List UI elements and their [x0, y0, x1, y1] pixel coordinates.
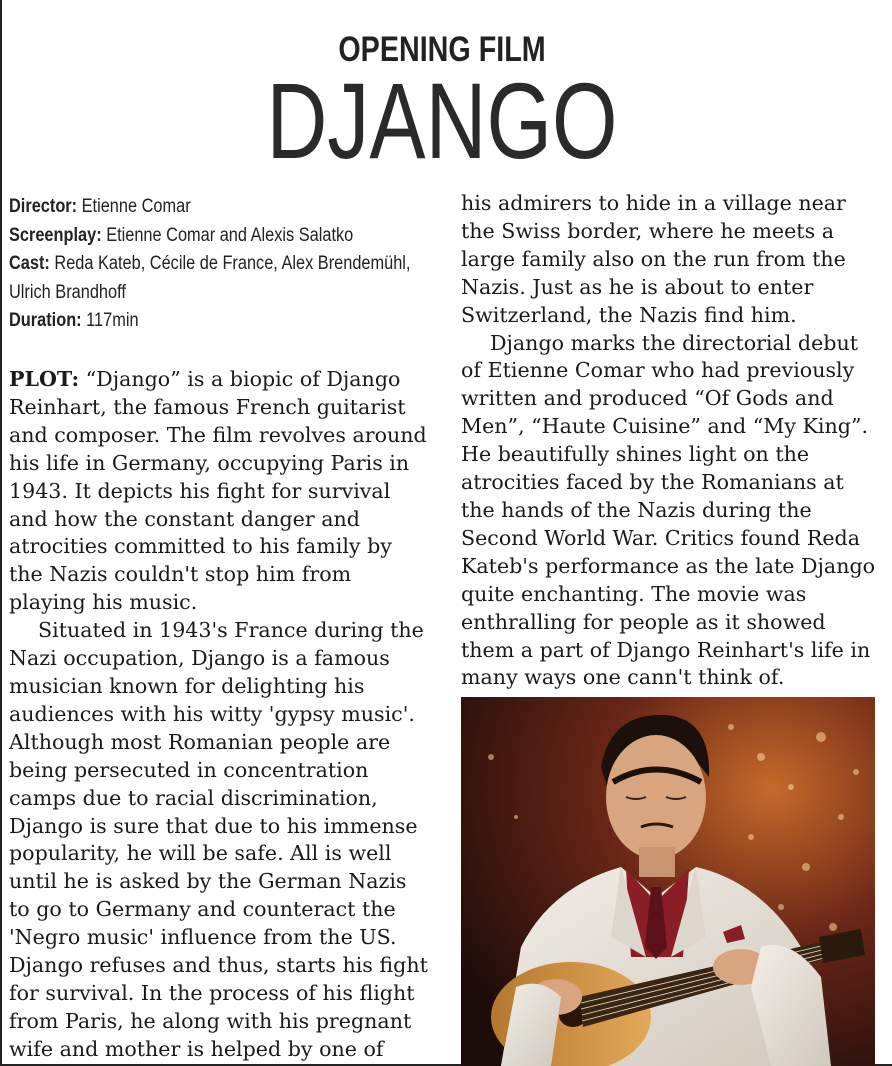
credit-director-label: Director: [9, 196, 78, 217]
credit-duration-value: 117min [86, 310, 139, 331]
guitarist-illustration [461, 697, 875, 1066]
plot-text: “Django” is a biopic of Django Reinhart, the famous French guitarist and composer. The film revolves around his life in Germany, occupying Paris in 1943. It depicts his fight for survival and how the constant danger and atrocities committed to his family by the Nazis couldn't stop him from playing his music. [9, 367, 427, 615]
plot-paragraph [9, 366, 429, 617]
credit-screenplay-label: Screenplay: [9, 224, 102, 246]
credit-screenplay [9, 222, 439, 251]
article-column-right [461, 190, 881, 692]
article-column-left [9, 366, 429, 1064]
plot-label: PLOT: [9, 367, 80, 391]
credit-director [9, 193, 439, 222]
section-kicker: OPENING FILM [338, 30, 546, 69]
credits-block [9, 193, 439, 336]
film-still-photo [461, 697, 875, 1066]
synopsis-continued: his admirers to hide in a village near the Swiss border, where he meets a large family also on the run from the Nazis. Just as he is about to enter Switzerland, the Nazis find him. [461, 191, 846, 327]
synopsis-paragraph: Situated in 1943's France during the Nazi occupation, Django is a famous musician known for delighting his audiences with his witty 'gypsy music'. Although most Romanian people are being persecuted in concentration camps due to racial discrimination, Django is sure that due to his immense popularity, he will be safe. All is well until he is asked by the German Nazis to go to Germany and counteract the 'Negro music' influence from the US. Django refuses and thus, starts his fight for survival. In the process of his flight from Paris, he along with his pregnant wife and mother is helped by one of [9, 618, 428, 1061]
review-paragraph: Django marks the directorial debut of Etienne Comar who had previously written and produced “Of Gods and Men”, “Haute Cuisine” and “My King”. He beautifully shines light on the atrocities faced by the Romanians at the hands of the Nazis during the Second World War. Critics found Reda Kateb's performance as the late Django quite enchanting. The movie was enthralling for people as it showed them a part of Django Reinhart's life in many ways one cann't think of. [461, 330, 876, 690]
credit-director-value: Etienne Comar [81, 196, 191, 217]
credit-duration-label: Duration: [9, 310, 82, 331]
film-title: DJANGO [266, 60, 618, 181]
credit-screenplay-value: Etienne Comar and Alexis Salatko [106, 224, 354, 246]
credit-duration [9, 307, 439, 336]
credit-cast-value: Reda Kateb, Cécile de France, Alex Brendemühl, Ulrich Brandhoff [9, 253, 411, 303]
credit-cast [9, 250, 422, 307]
credit-cast-label: Cast: [9, 253, 50, 274]
